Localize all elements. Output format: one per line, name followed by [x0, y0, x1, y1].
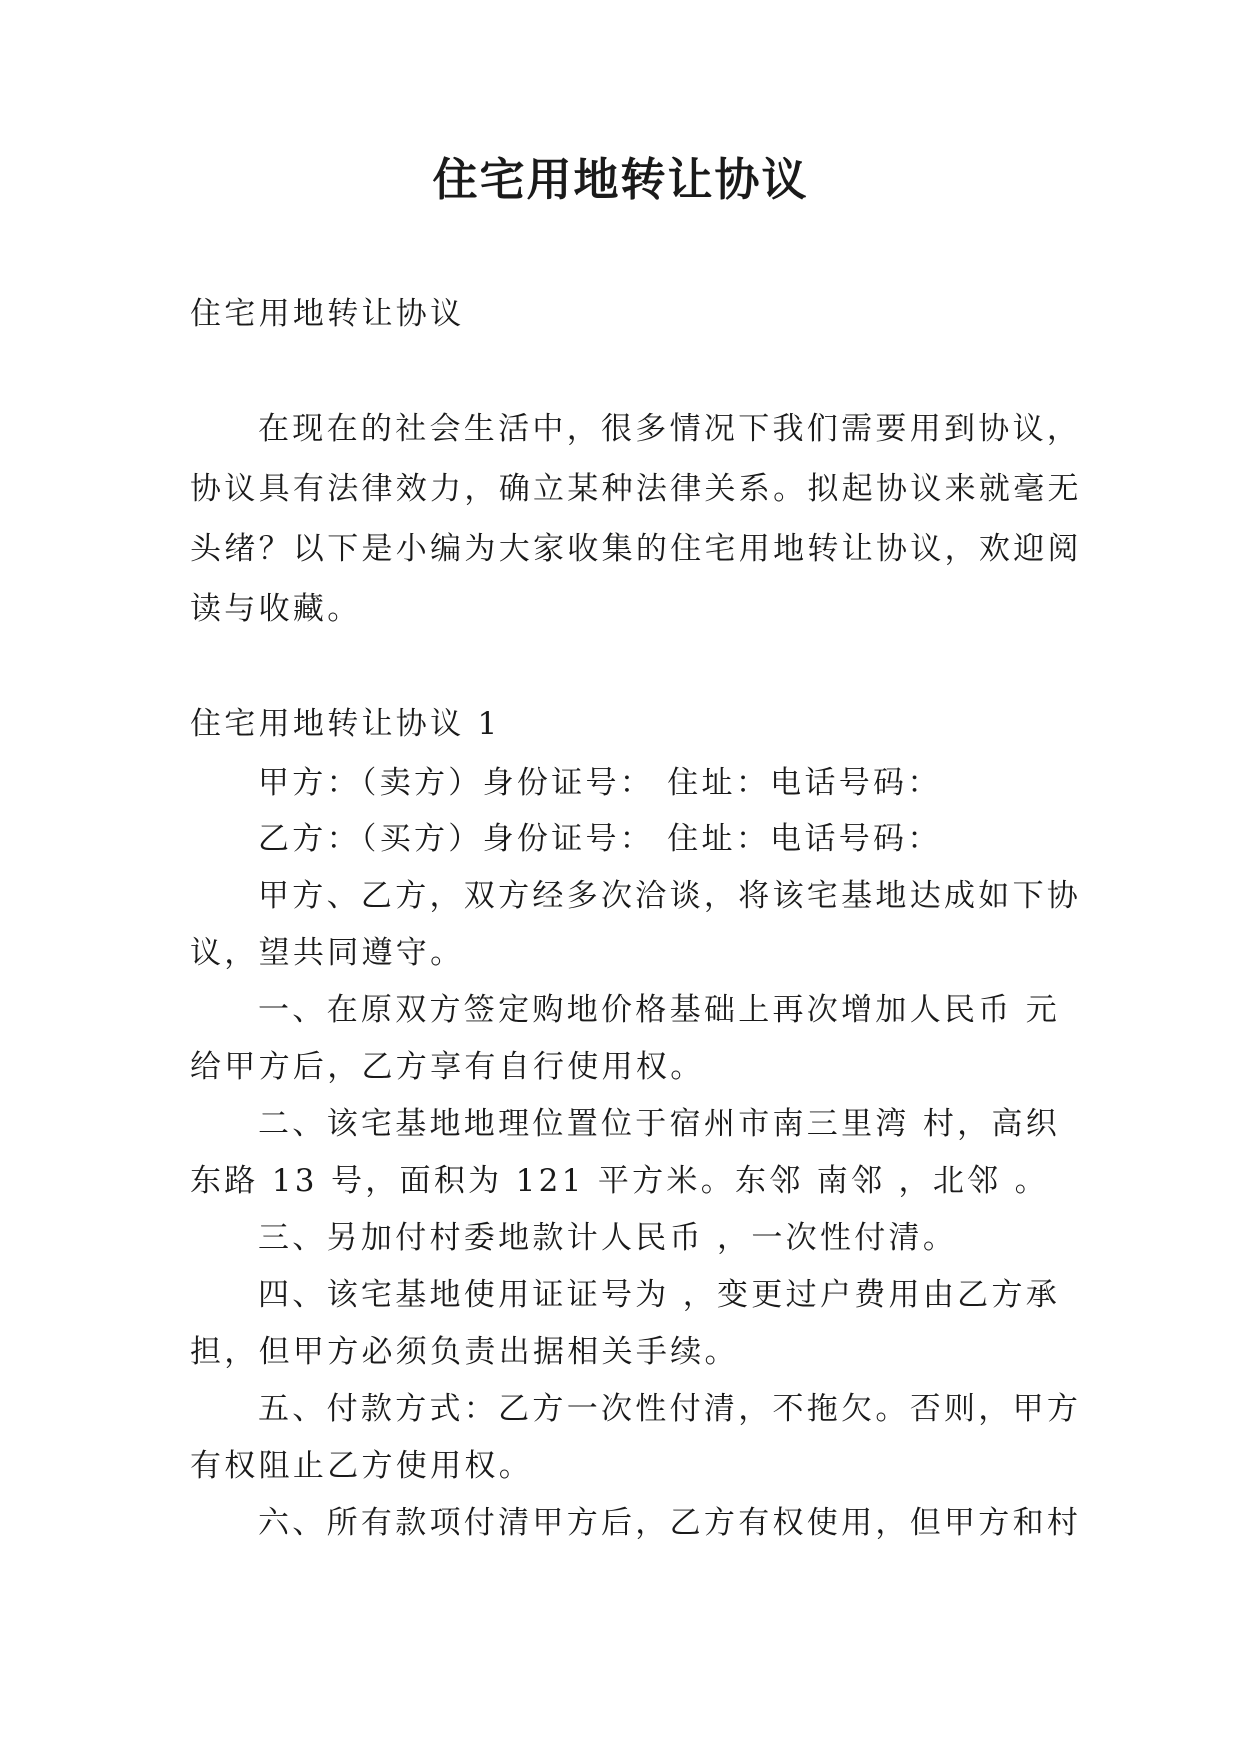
document-subtitle: 住宅用地转让协议 — [190, 296, 465, 332]
body-line: 乙方：（买方）身份证号： 住址：电话号码： — [258, 821, 942, 857]
body-line: 议，望共同遵守。 — [190, 935, 465, 971]
body-line: 六、所有款项付清甲方后，乙方有权使用，但甲方和村 — [258, 1505, 1082, 1541]
intro-line-4: 读与收藏。 — [190, 591, 362, 627]
section-heading: 住宅用地转让协议 1 — [190, 706, 501, 742]
intro-line-3: 头绪？以下是小编为大家收集的住宅用地转让协议，欢迎阅 — [190, 531, 1082, 567]
body-line: 甲方、乙方，双方经多次洽谈，将该宅基地达成如下协 — [258, 878, 1082, 914]
body-line: 二、该宅基地地理位置位于宿州市南三里湾 村，高织 — [258, 1106, 1061, 1142]
body-line: 东路 13 号，面积为 121 平方米。东邻 南邻 ，北邻 。 — [190, 1163, 1049, 1199]
body-line: 三、另加付村委地款计人民币 ，一次性付清。 — [258, 1220, 958, 1256]
body-line: 一、在原双方签定购地价格基础上再次增加人民币 元 — [258, 992, 1061, 1028]
intro-line-2: 协议具有法律效力，确立某种法律关系。拟起协议来就毫无 — [190, 471, 1082, 507]
body-line: 五、付款方式：乙方一次性付清，不拖欠。否则，甲方 — [258, 1391, 1082, 1427]
body-line: 甲方：（卖方）身份证号： 住址：电话号码： — [258, 765, 942, 801]
body-line: 四、该宅基地使用证证号为 ，变更过户费用由乙方承 — [258, 1277, 1061, 1313]
intro-line-1: 在现在的社会生活中，很多情况下我们需要用到协议， — [258, 411, 1082, 447]
body-line: 有权阻止乙方使用权。 — [190, 1448, 533, 1484]
document-title: 住宅用地转让协议 — [432, 153, 809, 206]
body-line: 给甲方后，乙方享有自行使用权。 — [190, 1049, 705, 1085]
body-line: 担，但甲方必须负责出据相关手续。 — [190, 1334, 739, 1370]
